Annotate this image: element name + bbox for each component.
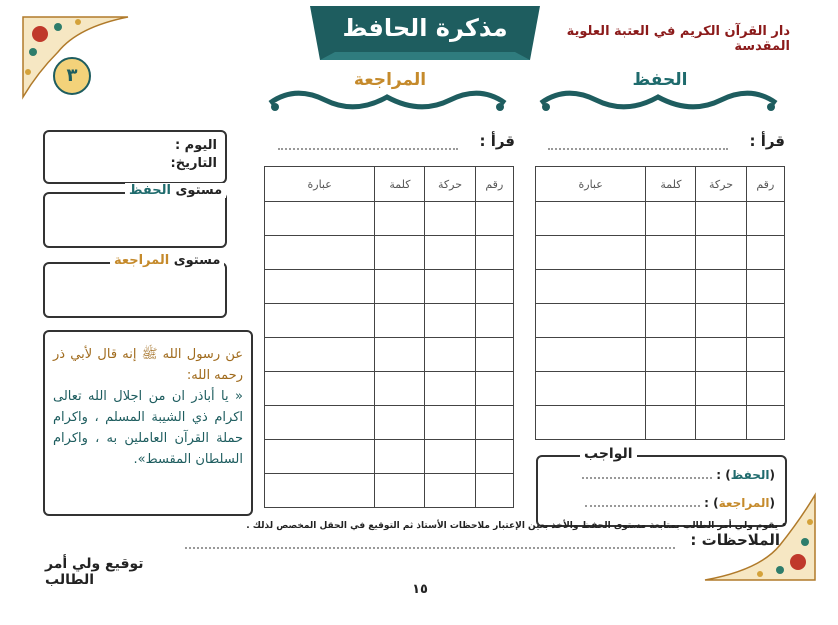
hifz-table-row: [536, 202, 785, 236]
review-table-cell[interactable]: [425, 474, 475, 508]
parent-instruction-note: • يقوم ولي أمر الطالب بمتابعة مستوى الحفظ والأخذ بعين الإعتبار ملاحظات الأستاذ ثم التوقيع في الحقل المخصص لذلك .: [246, 521, 787, 531]
review-table-cell[interactable]: [265, 440, 375, 474]
hifz-table-cell[interactable]: [646, 406, 696, 440]
hifz-table-row: [536, 236, 785, 270]
review-table-cell[interactable]: [375, 202, 425, 236]
review-table-cell[interactable]: [425, 406, 475, 440]
page-badge: ٣: [53, 57, 91, 95]
homework-hifz-line[interactable]: (الحفظ) :: [545, 468, 775, 482]
hifz-table-cell[interactable]: [746, 270, 784, 304]
notes-field[interactable]: [185, 547, 675, 549]
review-table-cell[interactable]: [425, 372, 475, 406]
review-table-cell[interactable]: [475, 270, 513, 304]
hifz-table-cell[interactable]: [696, 406, 746, 440]
hifz-table-cell[interactable]: [746, 406, 784, 440]
review-table-row: [265, 474, 514, 508]
review-table-cell[interactable]: [475, 202, 513, 236]
hifz-table-cell[interactable]: [536, 304, 646, 338]
hifz-column-header: رقم: [746, 167, 784, 202]
page-title: مذكرة الحافظ: [342, 14, 508, 42]
day-label: اليوم :: [174, 138, 217, 153]
review-table-cell[interactable]: [475, 474, 513, 508]
hifz-table-cell[interactable]: [646, 372, 696, 406]
review-table-cell[interactable]: [265, 338, 375, 372]
hifz-table-row: [536, 372, 785, 406]
review-table-cell[interactable]: [375, 236, 425, 270]
hifz-table-cell[interactable]: [696, 270, 746, 304]
hifz-table-cell[interactable]: [646, 236, 696, 270]
hifz-table-cell[interactable]: [696, 304, 746, 338]
review-table-cell[interactable]: [265, 406, 375, 440]
review-table-cell[interactable]: [265, 372, 375, 406]
page-number: ١٥: [412, 582, 428, 597]
hifz-level-box[interactable]: [43, 192, 227, 248]
review-table-cell[interactable]: [475, 236, 513, 270]
hifz-title-ornament: [536, 85, 781, 121]
review-table-row: [265, 406, 514, 440]
review-level-box[interactable]: [43, 262, 227, 318]
review-table-row: [265, 304, 514, 338]
hifz-table-cell[interactable]: [746, 236, 784, 270]
hifz-qara-label: قرأ :: [749, 132, 785, 150]
notes-label: الملاحظات :: [690, 531, 780, 549]
hifz-table-cell[interactable]: [746, 338, 784, 372]
hifz-table-cell[interactable]: [646, 202, 696, 236]
review-table-cell[interactable]: [425, 270, 475, 304]
hifz-table-cell[interactable]: [536, 202, 646, 236]
review-table: [264, 166, 514, 508]
review-column-header: حركة: [425, 167, 475, 202]
parent-signature-label: توقيع ولي أمر الطالب: [45, 556, 144, 588]
hifz-table-cell[interactable]: [646, 270, 696, 304]
review-qara-field[interactable]: [278, 148, 458, 150]
review-table-cell[interactable]: [375, 304, 425, 338]
review-table-cell[interactable]: [265, 202, 375, 236]
review-table-cell[interactable]: [375, 338, 425, 372]
review-table-row: [265, 202, 514, 236]
review-table-row: [265, 338, 514, 372]
review-title-ornament: [265, 85, 510, 121]
homework-box: [536, 455, 787, 527]
hifz-qara-field[interactable]: [548, 148, 728, 150]
review-table-cell[interactable]: [475, 406, 513, 440]
hifz-section-title: الحفظ: [632, 70, 688, 90]
review-level-label: مستوى المراجعة: [110, 253, 224, 268]
review-column-header: كلمة: [375, 167, 425, 202]
review-column-header: عبارة: [265, 167, 375, 202]
hifz-table-cell[interactable]: [536, 406, 646, 440]
homework-review-line[interactable]: (المراجعة) :: [545, 496, 775, 510]
hifz-column-header: كلمة: [646, 167, 696, 202]
review-table-cell[interactable]: [475, 372, 513, 406]
hifz-table-row: [536, 304, 785, 338]
review-table-row: [265, 372, 514, 406]
hifz-table-cell[interactable]: [536, 338, 646, 372]
hadith-box: [43, 330, 253, 516]
review-table-cell[interactable]: [425, 202, 475, 236]
review-table-cell[interactable]: [375, 474, 425, 508]
review-table-cell[interactable]: [425, 338, 475, 372]
hadith-intro: عن رسول الله ﷺ إنه قال لأبي ذر رحمه الله:: [53, 347, 243, 383]
hifz-column-header: عبارة: [536, 167, 646, 202]
review-table-cell[interactable]: [265, 474, 375, 508]
review-section-title: المراجعة: [353, 70, 427, 90]
hifz-table-cell[interactable]: [696, 202, 746, 236]
hifz-level-label: مستوى الحفظ: [125, 183, 226, 198]
hifz-table-row: [536, 270, 785, 304]
hifz-table-cell[interactable]: [646, 304, 696, 338]
review-table-row: [265, 236, 514, 270]
hifz-table-cell[interactable]: [696, 338, 746, 372]
hifz-table-cell[interactable]: [746, 304, 784, 338]
hifz-table-cell[interactable]: [536, 236, 646, 270]
review-table-row: [265, 270, 514, 304]
review-table-cell[interactable]: [475, 440, 513, 474]
review-table-cell[interactable]: [425, 440, 475, 474]
hifz-table-cell[interactable]: [536, 372, 646, 406]
review-table-cell[interactable]: [265, 270, 375, 304]
review-table-cell[interactable]: [375, 270, 425, 304]
organization-name: دار القرآن الكريم في العتبة العلوية المقدسة: [566, 24, 790, 54]
day-date-box: [43, 130, 227, 184]
review-table-cell[interactable]: [375, 406, 425, 440]
hifz-table-cell[interactable]: [646, 338, 696, 372]
review-table-cell[interactable]: [375, 372, 425, 406]
review-table-cell[interactable]: [425, 236, 475, 270]
hifz-table-row: [536, 406, 785, 440]
review-table-cell[interactable]: [375, 440, 425, 474]
hadith-text: « يا أباذر ان من اجلال الله تعالى اكرام ذي الشيبة المسلم ، واكرام حملة القرآن العاملين به ، واكرام السلطان المقسط».: [53, 389, 243, 467]
homework-title: الواجب: [580, 446, 637, 462]
review-table-cell[interactable]: [475, 338, 513, 372]
hifz-table-row: [536, 338, 785, 372]
review-column-header: رقم: [475, 167, 513, 202]
review-table-cell[interactable]: [265, 236, 375, 270]
review-table-cell[interactable]: [475, 304, 513, 338]
hifz-column-header: حركة: [696, 167, 746, 202]
hifz-table-cell[interactable]: [696, 372, 746, 406]
hifz-table-cell[interactable]: [536, 270, 646, 304]
date-label: التاريخ:: [170, 156, 217, 171]
review-table-cell[interactable]: [265, 304, 375, 338]
hifz-table-cell[interactable]: [696, 236, 746, 270]
review-table-row: [265, 440, 514, 474]
hifz-table-cell[interactable]: [746, 202, 784, 236]
hifz-table: [535, 166, 785, 440]
review-table-cell[interactable]: [425, 304, 475, 338]
review-qara-label: قرأ :: [479, 132, 515, 150]
hifz-table-cell[interactable]: [746, 372, 784, 406]
